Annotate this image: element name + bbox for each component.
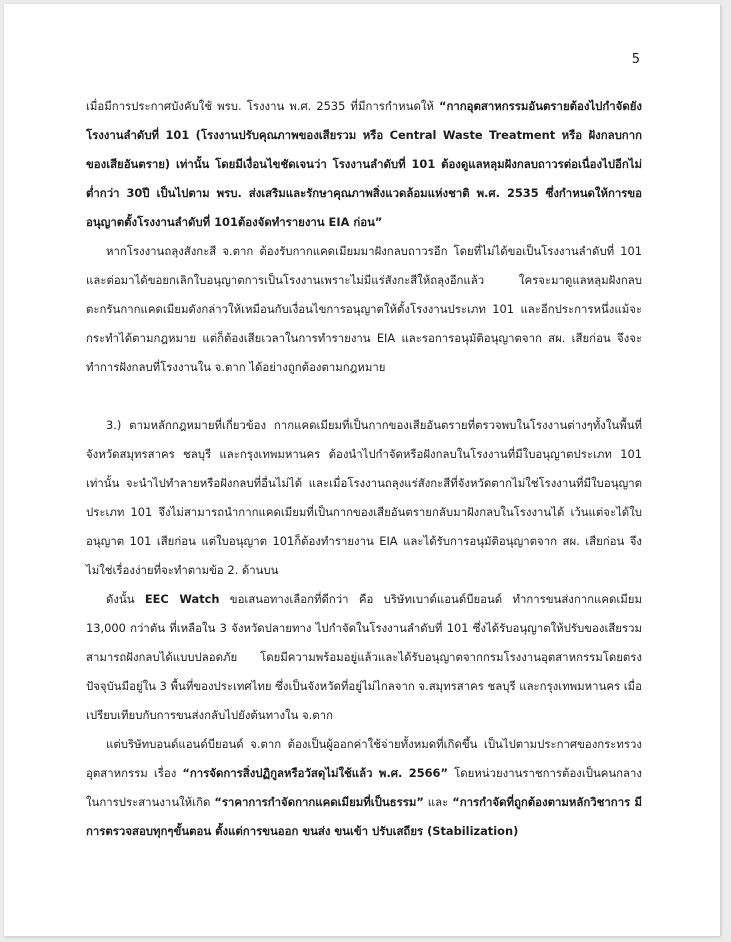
text-run: ขอเสนอทางเลือกที่ดีกว่า คือ บริษัทเบาด์แอนด์บียอนด์ ทำการขนส่งกากแคดเมียม 13,000 กว่าตัน ที่เหลือใน 3 จังหวัดปลายทาง ไปกำจัดในโรงงานลำดับที่ 101 ซึ่งได้รับอนุญาตให้ปรับของเสียรวม สามารถฝังกลบได้แบบปลอดภัย โดยมีความพร้อมอยู่แล้วและได้รับอนุญาตจากกรมโรงงานอุตสาหกรรมโดยตรง ปัจจุบันมีอยู่ใน 3 พื้นที่ของประเทศไทย ซึ่งเป็นจังหวัดที่อยู่ไม่ไกลจาก จ.สมุทรสาคร ชลบุรี และกรุงเทพมหานคร เมื่อเปรียบเทียบกับการขนส่งกลับไปยังต้นทางใน จ.ตาก	[86, 592, 642, 722]
paragraph-3	[86, 411, 642, 585]
document-page	[4, 4, 720, 936]
text-run: โดยหน่วยงานราชการต้องเป็นคนกลางในการประสานงานให้เกิด	[86, 766, 642, 809]
text-run: หากโรงงานถลุงสังกะสี จ.ตาก ต้องรับกากแคดเมียมมาฝังกลบถาวรอีก โดยที่ไม่ได้ขอเป็นโรงงานลำดับที่ 101 และต่อมาได้ขอยกเลิกใบอนุญาตการเป็นโรงงานเพราะไม่มีแร่สังกะสีให้ถลุงอีกแล้ว ใครจะมาดูแลหลุมฝังกลบตะกรันกากแคดเมียมดังกล่าวให้เหมือนกับเงื่อนไขการอนุญาตให้ตั้งโรงงานประเภท 101 และอีกประการหนึ่งแม้จะกระทำได้ตามกฎหมาย แต่ก็ต้องเสียเวลาในการทำรายงาน EIA และรอการอนุมัติอนุญาตจาก สผ. เสียก่อน จึงจะทำการฝังกลบที่โรงงานใน จ.ตาก ได้อย่างถูกต้องตามกฎหมาย	[86, 244, 642, 374]
document-body	[86, 92, 642, 846]
text-run: และ	[423, 795, 453, 809]
text-run: แต่บริษัทบอนด์แอนด์บียอนด์ จ.ตาก ต้องเป็นผู้ออกค่าใช้จ่ายทั้งหมดที่เกิดขึ้น เป็นไปตามประกาศของกระทรวงอุตสาหกรรม เรื่อง	[86, 737, 642, 780]
bold-text-run: “การกำจัดที่ถูกต้องตามหลักวิชาการ มีการตรวจสอบทุกๆขั้นตอน ตั้งแต่การขนออก ขนส่ง ขนเข้า ปรับเสถียร (Stabilization)	[86, 795, 643, 838]
paragraph-4	[86, 585, 642, 730]
bold-text-run: “กากอุตสาหกรรมอันตรายต้องไปกำจัดยังโรงงานลำดับที่ 101 (โรงงานปรับคุณภาพของเสียรวม หรือ Central Waste Treatment หรือ ฝังกลบกากของเสียอันตราย) เท่านั้น โดยมีเงื่อนไขชัดเจนว่า โรงงานลำดับที่ 101 ต้องดูแลหลุมฝังกลบถาวรต่อเนื่องไปอีกไม่ต่ำกว่า 30ปี เป็นไปตาม พรบ. ส่งเสริมและรักษาคุณภาพสิ่งแวดล้อมแห่งชาติ พ.ศ. 2535 ซึ่งกำหนดให้การขออนุญาตตั้งโรงงานลำดับที่ 101ต้องจัดทำรายงาน EIA ก่อน”	[86, 99, 642, 229]
bold-text-run: “ราคาการกำจัดกากแคดเมียมที่เป็นธรรม”	[214, 795, 424, 809]
page-number: 5	[631, 52, 640, 67]
bold-text-run: “การจัดการสิ่งปฏิกูลหรือวัสดุไม่ใช้แล้ว พ.ศ. 2566”	[182, 766, 448, 780]
paragraph-2	[86, 237, 642, 382]
paragraph-5	[86, 730, 642, 846]
paragraph-1	[86, 92, 642, 237]
text-run: ดังนั้น	[106, 592, 145, 606]
text-run: 3.) ตามหลักกฎหมายที่เกี่ยวข้อง กากแคดเมียมที่เป็นกากของเสียอันตรายที่ตรวจพบในโรงงานต่างๆทั้งในพื้นที่จังหวัดสมุทรสาคร ชลบุรี และกรุงเทพมหานคร ต้องนำไปกำจัดหรือฝังกลบในโรงงานที่มีใบอนุญาตประเภท 101 เท่านั้น จะนำไปทำลายหรือฝังกลบที่อื่นไม่ได้ และเมื่อโรงงานถลุงแร่สังกะสีที่จังหวัดตากไม่ใช่โรงงานที่มีใบอนุญาตประเภท 101 จึงไม่สามารถนำกากแคดเมียมที่เป็นกากของเสียอันตรายกลับมาฝังกลบในโรงงานได้ เว้นแต่จะได้ใบอนุญาต 101 เสียก่อน แต่ใบอนุญาต 101ก็ต้องทำรายงาน EIA และได้รับการอนุมัติอนุญาตจาก สผ. เสียก่อน จึงไม่ใช่เรื่องง่ายที่จะทำตามข้อ 2. ด้านบน	[86, 418, 642, 577]
bold-text-run: EEC Watch	[144, 592, 220, 606]
text-run: เมื่อมีการประกาศบังคับใช้ พรบ. โรงงาน พ.ศ. 2535 ที่มีการกำหนดให้	[86, 99, 439, 113]
